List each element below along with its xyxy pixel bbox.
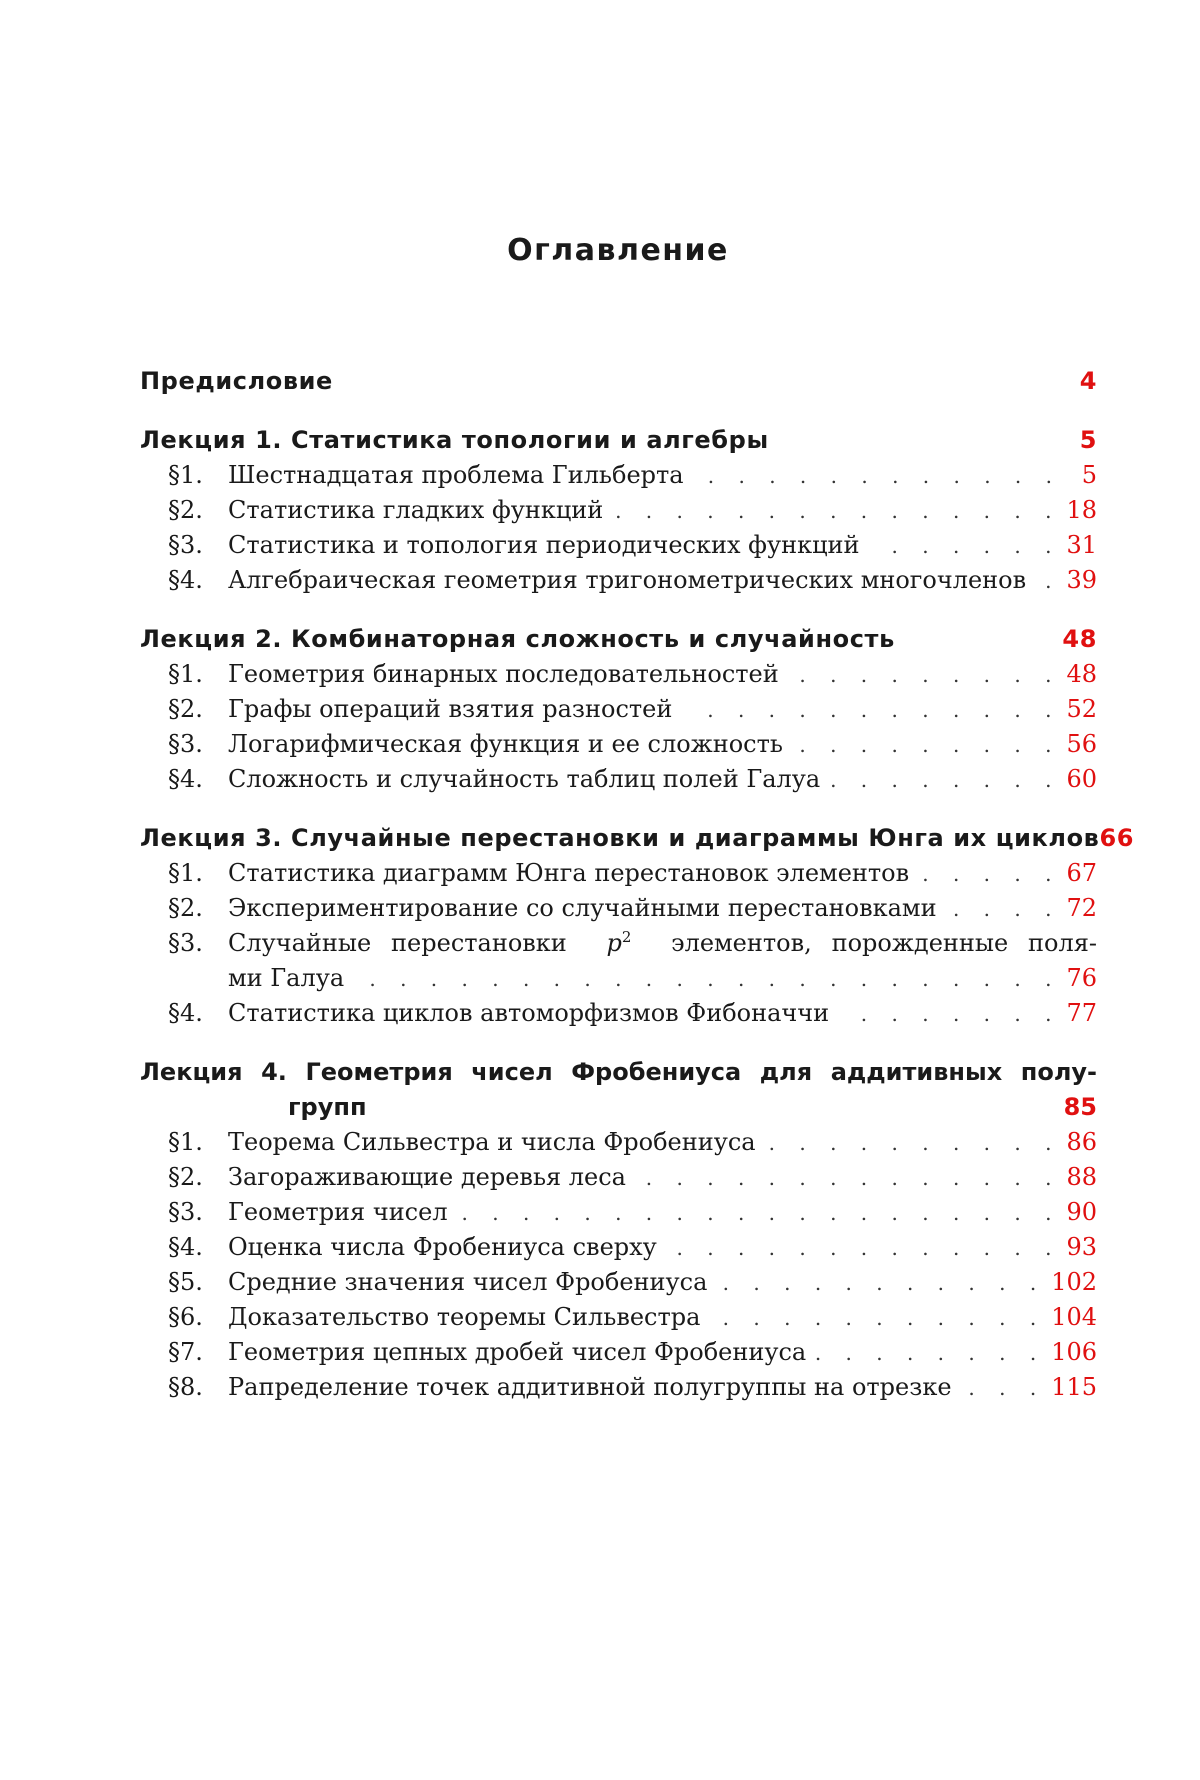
toc-page-number: 5: [1081, 461, 1097, 489]
toc-section-entry[interactable]: [140, 856, 1097, 891]
dot-leader: [919, 857, 1060, 892]
section-number: §1.: [168, 1128, 203, 1156]
dot-leader: [717, 1266, 1045, 1301]
toc-section-entry[interactable]: [140, 563, 1097, 598]
section-number: §2.: [168, 894, 203, 922]
toc-page-number: 4: [1079, 367, 1097, 395]
toc-page-number: 66: [1099, 824, 1135, 852]
section-label: Сложность и случайность таблиц полей Галуа: [228, 765, 821, 793]
toc-section-entry-wrapped[interactable]: [140, 926, 1097, 996]
toc-entry-label: Лекция 3. Случайные перестановки и диаграммы Юнга их циклов: [140, 824, 1100, 852]
section-number: §7.: [168, 1338, 203, 1366]
dot-leader: [870, 529, 1061, 564]
section-label: Доказательство теоремы Сильвестра: [228, 1303, 701, 1331]
section-number: §1.: [168, 461, 203, 489]
section-number: §4.: [168, 999, 203, 1027]
dot-leader: [354, 962, 1060, 997]
toc-page-number: 85: [1063, 1093, 1097, 1121]
table-of-contents: [140, 364, 1135, 1405]
dot-leader: [839, 997, 1060, 1032]
chapter-line-1: [140, 1055, 1097, 1090]
section-number: §1.: [168, 660, 203, 688]
toc-page-number: 88: [1066, 1163, 1097, 1191]
dot-leader: [636, 1161, 1060, 1196]
toc-page-number: 86: [1066, 1128, 1097, 1156]
dot-leader: [667, 1231, 1061, 1266]
toc-page-number: 31: [1066, 531, 1097, 559]
dot-leader: [1036, 564, 1060, 599]
toc-section-entry[interactable]: [140, 727, 1097, 762]
toc-entry-label: Предисловие: [140, 367, 333, 395]
toc-entry-label: Лекция 4. Геометрия чисел Фробениуса для аддитивных полу-: [140, 1058, 1097, 1086]
dot-leader: [830, 763, 1060, 798]
dot-leader: [682, 693, 1060, 728]
toc-section-entry[interactable]: [140, 493, 1097, 528]
toc-section-entry[interactable]: [140, 996, 1097, 1031]
section-number: §6.: [168, 1303, 203, 1331]
section-label: Статистика диаграмм Юнга перестановок элементов: [228, 859, 910, 887]
dot-leader: [816, 1336, 1045, 1371]
section-number: §3.: [168, 1198, 203, 1226]
toc-entry-preface[interactable]: [140, 364, 1097, 399]
toc-section-entry[interactable]: [140, 1300, 1097, 1335]
toc-section-entry[interactable]: [140, 1370, 1097, 1405]
toc-page-number: 93: [1066, 1233, 1097, 1261]
section-number: §3.: [168, 531, 203, 559]
dot-leader: [766, 1126, 1061, 1161]
section-number: §2.: [168, 695, 203, 723]
toc-page-number: 67: [1066, 859, 1097, 887]
section-label: Рапределение точек аддитивной полугруппы на отрезке: [228, 1373, 952, 1401]
toc-entry-label: Лекция 1. Статистика топологии и алгебры: [140, 426, 769, 454]
section-number: §8.: [168, 1373, 203, 1401]
dot-leader: [962, 1371, 1046, 1406]
toc-entry-lecture-2[interactable]: [140, 622, 1097, 657]
section-label: Статистика и топология периодических функций: [228, 531, 860, 559]
toc-section-entry[interactable]: [140, 692, 1097, 727]
math-variable: p: [606, 929, 622, 957]
section-label: Загораживающие деревья леса: [228, 1163, 626, 1191]
toc-page-number: 72: [1066, 894, 1097, 922]
toc-page-number: 48: [1062, 625, 1097, 653]
toc-page-number: 76: [1066, 964, 1097, 992]
toc-section-entry[interactable]: [140, 1335, 1097, 1370]
toc-section-entry[interactable]: [140, 528, 1097, 563]
section-label: Геометрия чисел: [228, 1198, 448, 1226]
section-number: §1.: [168, 859, 203, 887]
dot-leader: [694, 459, 1061, 494]
section-label: Геометрия бинарных последовательностей: [228, 660, 779, 688]
toc-section-entry[interactable]: [140, 762, 1097, 797]
section-label: Теорема Сильвестра и числа Фробениуса: [228, 1128, 756, 1156]
toc-page-number: 18: [1066, 496, 1097, 524]
section-number: §2.: [168, 1163, 203, 1191]
toc-section-entry[interactable]: [140, 1195, 1097, 1230]
section-label: Логарифмическая функция и ее сложность: [228, 730, 783, 758]
toc-page-number: 90: [1066, 1198, 1097, 1226]
toc-page-number: 39: [1066, 566, 1097, 594]
dot-leader: [947, 892, 1061, 927]
section-number: §4.: [168, 1233, 203, 1261]
toc-page-number: 60: [1066, 765, 1097, 793]
section-label: Экспериментирование со случайными перестановками: [228, 894, 937, 922]
section-number: §4.: [168, 566, 203, 594]
section-label: Статистика циклов автоморфизмов Фибоначчи: [228, 999, 830, 1027]
dot-leader: [789, 658, 1061, 693]
toc-page-number: 77: [1066, 999, 1097, 1027]
section-label-continued: ми Галуа: [228, 964, 345, 992]
dot-leader: [613, 494, 1060, 529]
section-number: §4.: [168, 765, 203, 793]
toc-section-entry[interactable]: [140, 891, 1097, 926]
section-line-2: [140, 961, 1097, 996]
toc-section-entry[interactable]: [140, 1125, 1097, 1160]
section-label: Шестнадцатая проблема Гильберта: [228, 461, 684, 489]
toc-entry-lecture-4[interactable]: [140, 1055, 1097, 1125]
section-number: §2.: [168, 496, 203, 524]
toc-page-number: 56: [1066, 730, 1097, 758]
section-line-1: [140, 926, 1097, 961]
toc-page-number: 48: [1066, 660, 1097, 688]
toc-entry-lecture-1[interactable]: [140, 423, 1097, 458]
toc-entry-label: Лекция 2. Комбинаторная сложность и случайность: [140, 625, 895, 653]
toc-page-number: 52: [1066, 695, 1097, 723]
dot-leader: [458, 1196, 1061, 1231]
toc-section-entry[interactable]: [140, 1230, 1097, 1265]
toc-section-entry[interactable]: [140, 1265, 1097, 1300]
section-label: Случайные перестановки $p^2$ элементов, порожденные поля-: [228, 928, 1097, 957]
toc-page-number: 104: [1051, 1303, 1097, 1331]
dot-leader: [710, 1301, 1045, 1336]
section-label: Графы операций взятия разностей: [228, 695, 673, 723]
section-number: §3.: [168, 730, 203, 758]
page-title: Оглавление: [507, 233, 729, 268]
dot-leader: [793, 728, 1060, 763]
toc-page-number: 102: [1051, 1268, 1097, 1296]
toc-page-number: 106: [1051, 1338, 1097, 1366]
section-label: Оценка числа Фробениуса сверху: [228, 1233, 657, 1261]
section-number: §3.: [168, 929, 203, 957]
toc-section-entry[interactable]: [140, 1160, 1097, 1195]
chapter-line-2: [140, 1090, 1097, 1125]
toc-section-entry[interactable]: [140, 458, 1097, 493]
math-exponent: 2: [621, 928, 632, 946]
toc-entry-lecture-3[interactable]: [140, 821, 1135, 856]
section-number: §5.: [168, 1268, 203, 1296]
section-label: Средние значения чисел Фробениуса: [228, 1268, 708, 1296]
section-label: Геометрия цепных дробей чисел Фробениуса: [228, 1338, 807, 1366]
toc-page-number: 5: [1079, 426, 1097, 454]
toc-section-entry[interactable]: [140, 657, 1097, 692]
section-label: Статистика гладких функций: [228, 496, 604, 524]
toc-page-number: 115: [1051, 1373, 1097, 1401]
toc-entry-label-continued: групп: [288, 1093, 367, 1121]
section-label: Алгебраическая геометрия тригонометрических многочленов: [228, 566, 1027, 594]
